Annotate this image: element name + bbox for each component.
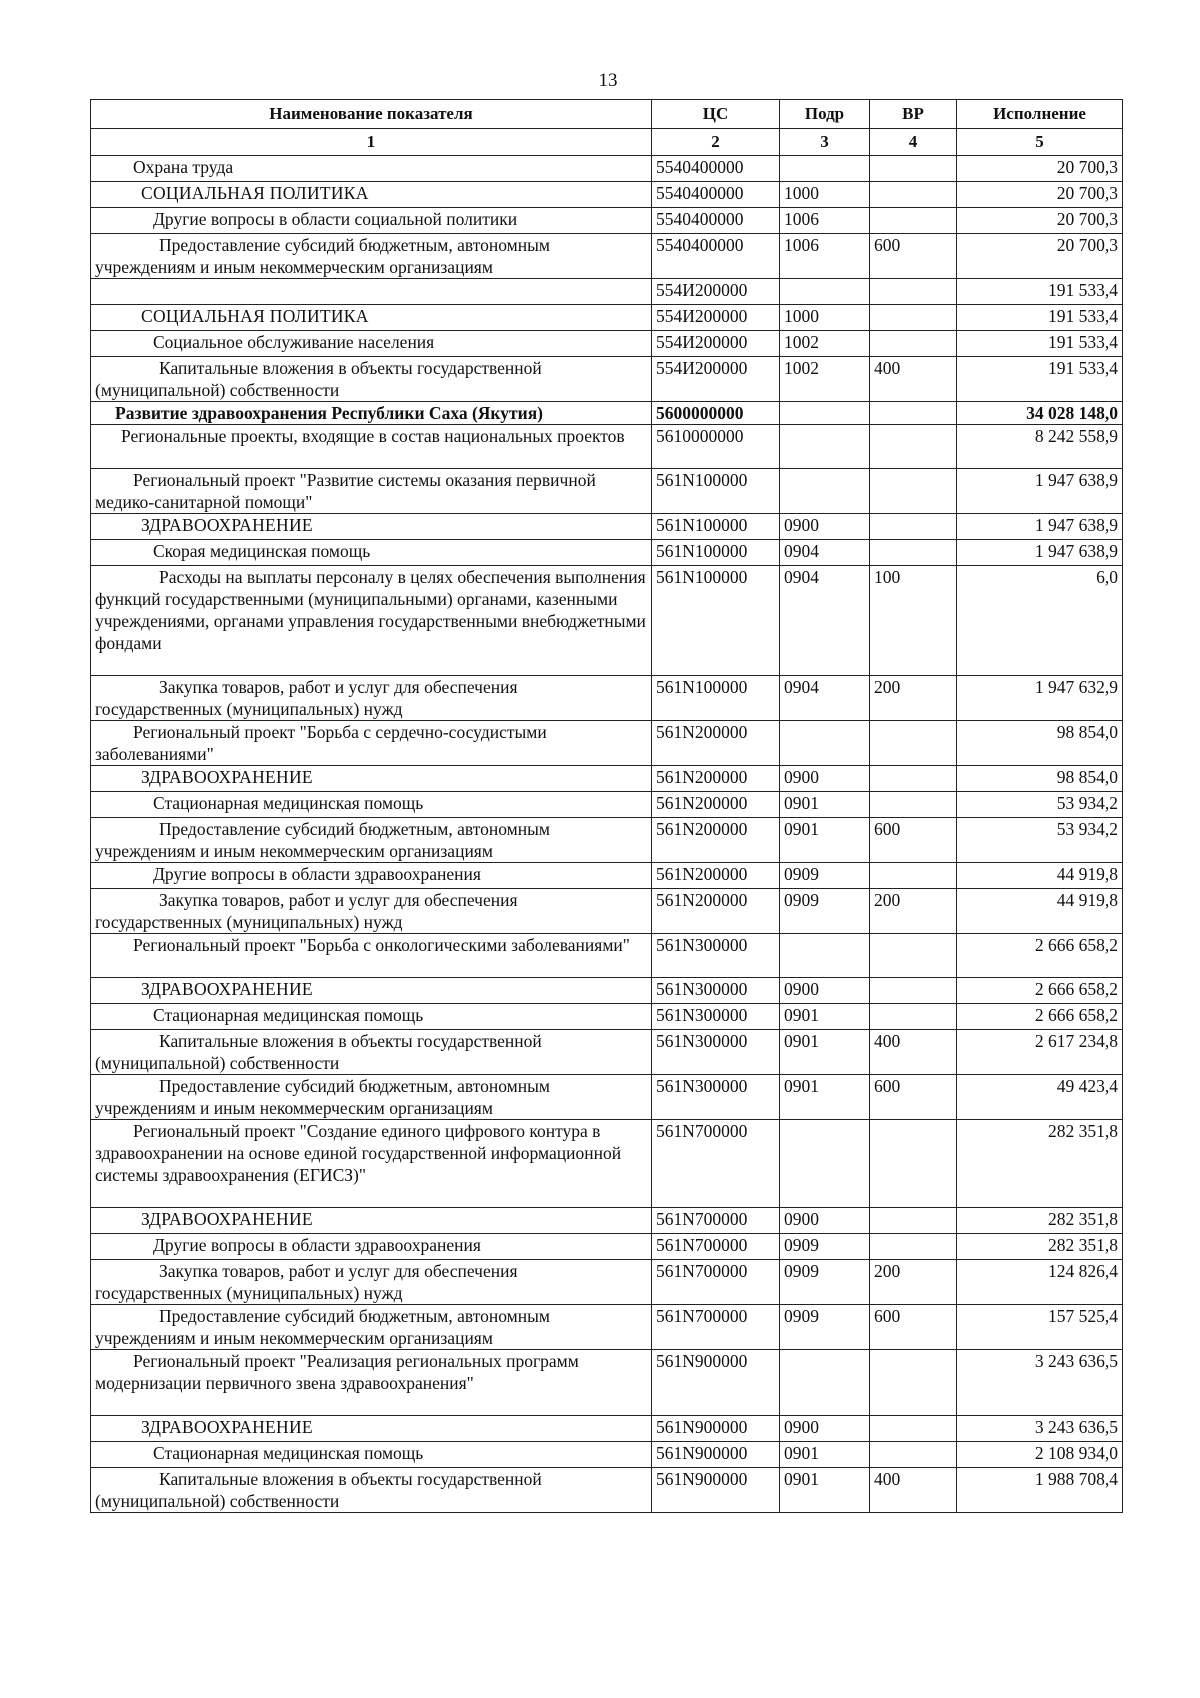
amount-cell: 44 919,8	[957, 889, 1123, 934]
podr-cell	[780, 721, 870, 766]
podr-cell: 0909	[780, 889, 870, 934]
table-row	[91, 1208, 1123, 1234]
podr-cell: 0901	[780, 1004, 870, 1030]
amount-cell: 191 533,4	[957, 279, 1123, 305]
amount-cell: 44 919,8	[957, 863, 1123, 889]
cs-cell: 5540400000	[652, 156, 780, 182]
name-cell: Другие вопросы в области здравоохранения	[91, 1234, 652, 1260]
header-number: 3	[780, 129, 870, 156]
cs-cell: 561N700000	[652, 1120, 780, 1208]
amount-cell: 53 934,2	[957, 792, 1123, 818]
vr-cell: 600	[870, 818, 957, 863]
table-row	[91, 1416, 1123, 1442]
vr-cell: 200	[870, 889, 957, 934]
podr-cell: 0901	[780, 792, 870, 818]
table-row	[91, 305, 1123, 331]
amount-cell: 53 934,2	[957, 818, 1123, 863]
podr-cell: 1000	[780, 182, 870, 208]
amount-cell: 6,0	[957, 566, 1123, 676]
podr-cell: 0901	[780, 1468, 870, 1513]
vr-cell: 600	[870, 1305, 957, 1350]
amount-cell: 8 242 558,9	[957, 425, 1123, 469]
vr-cell	[870, 792, 957, 818]
header-number-row	[91, 129, 1123, 156]
table-row	[91, 863, 1123, 889]
podr-cell: 0909	[780, 1260, 870, 1305]
cs-cell: 5540400000	[652, 234, 780, 279]
name-cell: Закупка товаров, работ и услуг для обеспечения государственных (муниципальных) нужд	[91, 889, 652, 934]
cs-cell: 561N200000	[652, 766, 780, 792]
cs-cell: 561N100000	[652, 540, 780, 566]
cs-cell: 561N700000	[652, 1305, 780, 1350]
vr-cell: 600	[870, 234, 957, 279]
table-row	[91, 182, 1123, 208]
vr-cell	[870, 863, 957, 889]
amount-cell: 1 947 638,9	[957, 469, 1123, 514]
table-row	[91, 357, 1123, 402]
podr-cell: 0909	[780, 1305, 870, 1350]
table-row	[91, 402, 1123, 425]
table-row	[91, 1442, 1123, 1468]
cs-cell: 561N700000	[652, 1260, 780, 1305]
table-row	[91, 156, 1123, 182]
table-row	[91, 425, 1123, 469]
amount-cell: 49 423,4	[957, 1075, 1123, 1120]
header-podr: Подр	[780, 100, 870, 129]
vr-cell	[870, 1350, 957, 1416]
cs-cell: 5600000000	[652, 402, 780, 425]
cs-cell: 561N300000	[652, 1075, 780, 1120]
name-cell: Закупка товаров, работ и услуг для обеспечения государственных (муниципальных) нужд	[91, 1260, 652, 1305]
amount-cell: 34 028 148,0	[957, 402, 1123, 425]
name-cell: Скорая медицинская помощь	[91, 540, 652, 566]
podr-cell: 0901	[780, 1030, 870, 1075]
header-number: 1	[91, 129, 652, 156]
name-cell: ЗДРАВООХРАНЕНИЕ	[91, 978, 652, 1004]
amount-cell: 2 666 658,2	[957, 934, 1123, 978]
cs-cell: 561N300000	[652, 1004, 780, 1030]
podr-cell: 0909	[780, 863, 870, 889]
cs-cell: 561N200000	[652, 863, 780, 889]
vr-cell	[870, 331, 957, 357]
name-cell: Региональный проект "Борьба с онкологическими заболеваниями"	[91, 934, 652, 978]
table-row	[91, 721, 1123, 766]
table-row	[91, 279, 1123, 305]
cs-cell: 554И200000	[652, 279, 780, 305]
vr-cell: 400	[870, 1030, 957, 1075]
table-row	[91, 234, 1123, 279]
amount-cell: 282 351,8	[957, 1120, 1123, 1208]
name-cell: Капитальные вложения в объекты государственной (муниципальной) собственности	[91, 357, 652, 402]
cs-cell: 561N100000	[652, 566, 780, 676]
table-row	[91, 1468, 1123, 1513]
vr-cell: 200	[870, 676, 957, 721]
amount-cell: 20 700,3	[957, 156, 1123, 182]
vr-cell	[870, 1234, 957, 1260]
name-cell: Другие вопросы в области социальной политики	[91, 208, 652, 234]
table-row	[91, 676, 1123, 721]
name-cell: ЗДРАВООХРАНЕНИЕ	[91, 1416, 652, 1442]
podr-cell: 0901	[780, 818, 870, 863]
podr-cell	[780, 934, 870, 978]
table-row	[91, 792, 1123, 818]
amount-cell: 282 351,8	[957, 1234, 1123, 1260]
cs-cell: 561N200000	[652, 792, 780, 818]
cs-cell: 5540400000	[652, 182, 780, 208]
name-cell: Региональный проект "Реализация региональных программ модернизации первичного звена здравоохранения"	[91, 1350, 652, 1416]
podr-cell: 0900	[780, 514, 870, 540]
podr-cell: 0900	[780, 1416, 870, 1442]
name-cell: Социальное обслуживание населения	[91, 331, 652, 357]
vr-cell	[870, 978, 957, 1004]
amount-cell: 191 533,4	[957, 331, 1123, 357]
vr-cell	[870, 1004, 957, 1030]
cs-cell: 554И200000	[652, 331, 780, 357]
cs-cell: 561N300000	[652, 934, 780, 978]
podr-cell	[780, 156, 870, 182]
name-cell: Другие вопросы в области здравоохранения	[91, 863, 652, 889]
table-row	[91, 1350, 1123, 1416]
name-cell: ЗДРАВООХРАНЕНИЕ	[91, 1208, 652, 1234]
amount-cell: 20 700,3	[957, 234, 1123, 279]
name-cell: Региональный проект "Развитие системы оказания первичной медико-санитарной помощи"	[91, 469, 652, 514]
name-cell: Региональный проект "Борьба с сердечно-сосудистыми заболеваниями"	[91, 721, 652, 766]
podr-cell	[780, 1120, 870, 1208]
header-amount: Исполнение	[957, 100, 1123, 129]
cs-cell: 5610000000	[652, 425, 780, 469]
budget-execution-table	[90, 99, 1123, 1513]
header-number: 2	[652, 129, 780, 156]
name-cell: Стационарная медицинская помощь	[91, 1004, 652, 1030]
amount-cell: 1 947 638,9	[957, 540, 1123, 566]
podr-cell	[780, 469, 870, 514]
vr-cell	[870, 402, 957, 425]
podr-cell: 1006	[780, 234, 870, 279]
vr-cell	[870, 208, 957, 234]
table-row	[91, 934, 1123, 978]
table-row	[91, 208, 1123, 234]
podr-cell: 1002	[780, 357, 870, 402]
amount-cell: 20 700,3	[957, 182, 1123, 208]
podr-cell: 0904	[780, 540, 870, 566]
amount-cell: 191 533,4	[957, 357, 1123, 402]
table-row	[91, 469, 1123, 514]
podr-cell: 0900	[780, 978, 870, 1004]
amount-cell: 282 351,8	[957, 1208, 1123, 1234]
cs-cell: 561N900000	[652, 1350, 780, 1416]
vr-cell	[870, 540, 957, 566]
table-row	[91, 978, 1123, 1004]
amount-cell: 1 947 638,9	[957, 514, 1123, 540]
name-cell: Предоставление субсидий бюджетным, автономным учреждениям и иным некоммерческим организациям	[91, 818, 652, 863]
vr-cell	[870, 1442, 957, 1468]
podr-cell: 1006	[780, 208, 870, 234]
page-number: 13	[598, 70, 618, 91]
podr-cell: 1000	[780, 305, 870, 331]
amount-cell: 1 947 632,9	[957, 676, 1123, 721]
name-cell: Стационарная медицинская помощь	[91, 792, 652, 818]
podr-cell: 0904	[780, 676, 870, 721]
table-row	[91, 331, 1123, 357]
name-cell: Закупка товаров, работ и услуг для обеспечения государственных (муниципальных) нужд	[91, 676, 652, 721]
amount-cell: 124 826,4	[957, 1260, 1123, 1305]
name-cell: Охрана труда	[91, 156, 652, 182]
name-cell: Предоставление субсидий бюджетным, автономным учреждениям и иным некоммерческим организациям	[91, 1305, 652, 1350]
name-cell: СОЦИАЛЬНАЯ ПОЛИТИКА	[91, 305, 652, 331]
cs-cell: 561N200000	[652, 721, 780, 766]
name-cell: Капитальные вложения в объекты государственной (муниципальной) собственности	[91, 1030, 652, 1075]
header-number: 4	[870, 129, 957, 156]
vr-cell	[870, 305, 957, 331]
cs-cell: 561N300000	[652, 1030, 780, 1075]
cs-cell: 561N200000	[652, 818, 780, 863]
podr-cell	[780, 425, 870, 469]
name-cell: Расходы на выплаты персоналу в целях обеспечения выполнения функций государственными (муниципальными) органами, казенными учреждениями, органами управления государственными внебюджетными фондами	[91, 566, 652, 676]
cs-cell: 561N200000	[652, 889, 780, 934]
amount-cell: 2 666 658,2	[957, 978, 1123, 1004]
cs-cell: 561N300000	[652, 978, 780, 1004]
vr-cell: 600	[870, 1075, 957, 1120]
amount-cell: 3 243 636,5	[957, 1416, 1123, 1442]
vr-cell	[870, 1208, 957, 1234]
name-cell: Предоставление субсидий бюджетным, автономным учреждениям и иным некоммерческим организациям	[91, 1075, 652, 1120]
cs-cell: 561N900000	[652, 1416, 780, 1442]
vr-cell: 400	[870, 357, 957, 402]
cs-cell: 561N100000	[652, 514, 780, 540]
podr-cell: 0909	[780, 1234, 870, 1260]
podr-cell	[780, 279, 870, 305]
amount-cell: 2 666 658,2	[957, 1004, 1123, 1030]
cs-cell: 554И200000	[652, 305, 780, 331]
cs-cell: 561N900000	[652, 1442, 780, 1468]
table-row	[91, 1120, 1123, 1208]
header-number: 5	[957, 129, 1123, 156]
vr-cell	[870, 514, 957, 540]
podr-cell: 0900	[780, 1208, 870, 1234]
vr-cell	[870, 182, 957, 208]
name-cell: ЗДРАВООХРАНЕНИЕ	[91, 514, 652, 540]
table-row	[91, 1075, 1123, 1120]
header-cs: ЦС	[652, 100, 780, 129]
table-row	[91, 889, 1123, 934]
vr-cell	[870, 469, 957, 514]
vr-cell	[870, 1120, 957, 1208]
table-row	[91, 1260, 1123, 1305]
podr-cell: 0901	[780, 1075, 870, 1120]
podr-cell	[780, 1350, 870, 1416]
podr-cell: 0904	[780, 566, 870, 676]
name-cell: Стационарная медицинская помощь	[91, 1442, 652, 1468]
table-row	[91, 1305, 1123, 1350]
cs-cell: 561N700000	[652, 1208, 780, 1234]
cs-cell: 561N100000	[652, 469, 780, 514]
podr-cell: 1002	[780, 331, 870, 357]
vr-cell	[870, 425, 957, 469]
table-row	[91, 818, 1123, 863]
vr-cell: 400	[870, 1468, 957, 1513]
table-row	[91, 1004, 1123, 1030]
name-cell	[91, 279, 652, 305]
table-row	[91, 514, 1123, 540]
cs-cell: 561N900000	[652, 1468, 780, 1513]
table-row	[91, 1234, 1123, 1260]
table-row	[91, 540, 1123, 566]
table-row	[91, 566, 1123, 676]
header-row	[91, 100, 1123, 129]
vr-cell	[870, 766, 957, 792]
name-cell: Региональные проекты, входящие в состав национальных проектов	[91, 425, 652, 469]
name-cell: Капитальные вложения в объекты государственной (муниципальной) собственности	[91, 1468, 652, 1513]
name-cell: Развитие здравоохранения Республики Саха (Якутия)	[91, 402, 652, 425]
table-body	[91, 156, 1123, 1513]
vr-cell	[870, 934, 957, 978]
amount-cell: 98 854,0	[957, 766, 1123, 792]
podr-cell	[780, 402, 870, 425]
table-row	[91, 1030, 1123, 1075]
header-vr: ВР	[870, 100, 957, 129]
vr-cell: 100	[870, 566, 957, 676]
name-cell: Предоставление субсидий бюджетным, автономным учреждениям и иным некоммерческим организациям	[91, 234, 652, 279]
cs-cell: 5540400000	[652, 208, 780, 234]
header-name: Наименование показателя	[91, 100, 652, 129]
cs-cell: 561N700000	[652, 1234, 780, 1260]
amount-cell: 3 243 636,5	[957, 1350, 1123, 1416]
vr-cell	[870, 721, 957, 766]
amount-cell: 157 525,4	[957, 1305, 1123, 1350]
amount-cell: 20 700,3	[957, 208, 1123, 234]
name-cell: Региональный проект "Создание единого цифрового контура в здравоохранении на основе единой государственной информационной системы здравоохранения (ЕГИСЗ)"	[91, 1120, 652, 1208]
amount-cell: 98 854,0	[957, 721, 1123, 766]
amount-cell: 2 617 234,8	[957, 1030, 1123, 1075]
podr-cell: 0901	[780, 1442, 870, 1468]
vr-cell	[870, 156, 957, 182]
vr-cell	[870, 1416, 957, 1442]
podr-cell: 0900	[780, 766, 870, 792]
amount-cell: 2 108 934,0	[957, 1442, 1123, 1468]
vr-cell: 200	[870, 1260, 957, 1305]
cs-cell: 561N100000	[652, 676, 780, 721]
amount-cell: 1 988 708,4	[957, 1468, 1123, 1513]
amount-cell: 191 533,4	[957, 305, 1123, 331]
name-cell: ЗДРАВООХРАНЕНИЕ	[91, 766, 652, 792]
table-row	[91, 766, 1123, 792]
cs-cell: 554И200000	[652, 357, 780, 402]
vr-cell	[870, 279, 957, 305]
name-cell: СОЦИАЛЬНАЯ ПОЛИТИКА	[91, 182, 652, 208]
